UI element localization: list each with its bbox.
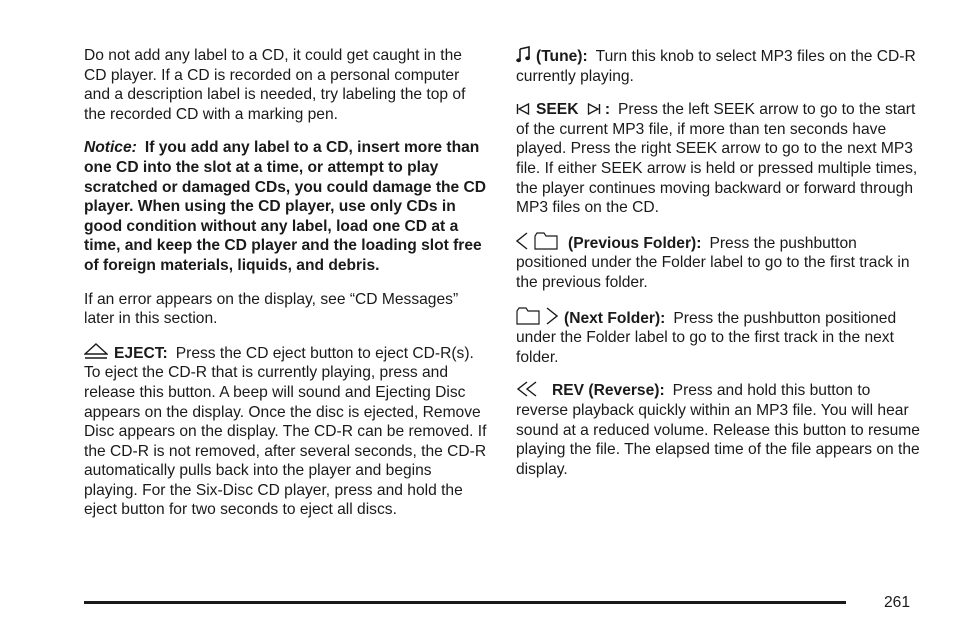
folder-icon — [516, 307, 540, 325]
reverse-term: REV (Reverse): — [552, 382, 665, 400]
seek-forward-icon — [587, 102, 601, 116]
chevron-left-icon — [516, 232, 528, 250]
page-number: 261 — [884, 594, 911, 611]
tune-paragraph — [516, 46, 920, 86]
tune-term: (Tune): — [536, 48, 588, 65]
eject-term: EJECT: — [114, 344, 168, 362]
notice-paragraph — [84, 138, 488, 275]
seek-text: Press the left SEEK arrow to go to the start of the current MP3 file, if more than ten seconds have played. Press the right SEEK arrow to go to the next MP3 file. If either SEEK arrow is held or pressed multiple times, the player continues moving backward or forward through MP3 files on the CD. — [516, 101, 918, 217]
previous-folder-paragraph — [516, 232, 920, 293]
seek-colon: : — [604, 101, 611, 119]
footer-rule — [84, 601, 846, 604]
notice-text: If you add any label to a CD, insert more than one CD into the slot at a time, or attempt to play scratched or damaged CDs, you could damage the CD player. When using the CD player, use only CDs in good condition without any label, load one CD at a time, and keep the CD player and the loading slot free of foreign materials, liquids, and debris. — [84, 139, 487, 274]
rewind-icon — [516, 381, 538, 397]
notice-label: Notice: — [84, 139, 137, 157]
tune-text: Turn this knob to select MP3 files on the CD-R currently playing. — [516, 48, 916, 85]
previous-folder-text: Press the pushbutton positioned under the Folder label to go to the first track in the previous folder. — [516, 234, 910, 291]
seek-paragraph — [516, 100, 920, 218]
next-folder-text: Press the pushbutton positioned under the Folder label to go to the first track in the next folder. — [516, 309, 897, 366]
next-folder-paragraph — [516, 307, 920, 368]
next-folder-term: (Next Folder): — [564, 309, 666, 327]
previous-folder-term: (Previous Folder): — [568, 234, 702, 252]
seek-back-icon — [516, 102, 530, 116]
music-note-icon — [516, 46, 530, 63]
seek-term: SEEK — [536, 101, 579, 119]
eject-paragraph — [84, 343, 488, 520]
reverse-text: Press and hold this button to reverse playback quickly within an MP3 file. You will hear sound at a reduced volume. Release this button to resume playing the file. The elapsed time of the file appears on the display. — [516, 382, 920, 478]
error-paragraph: If an error appears on the display, see “CD Messages” later in this section. — [84, 290, 459, 328]
left-column — [84, 46, 488, 534]
reverse-paragraph — [516, 381, 920, 479]
folder-icon — [534, 232, 558, 250]
cd-label-paragraph: Do not add any label to a CD, it could get caught in the CD player. If a CD is recorded on a personal computer and a description label is needed, try labeling the top of the recorded CD with a marking pen. — [84, 47, 466, 123]
eject-icon — [84, 343, 108, 360]
chevron-right-icon — [546, 307, 558, 325]
eject-text: Press the CD eject button to eject CD-R(s). To eject the CD-R that is currently playing, press and release this button. A beep will sound and Ejecting Disc appears on the display. Once the disc is ejected, Remove Disc appears on the display. The CD-R can be removed. If the CD-R is not removed, after several seconds, the CD-R automatically pulls back into the player and begins playing. For the Six-Disc CD player, press and hold the eject button for two seconds to eject all discs. — [84, 344, 487, 519]
right-column — [516, 46, 920, 493]
